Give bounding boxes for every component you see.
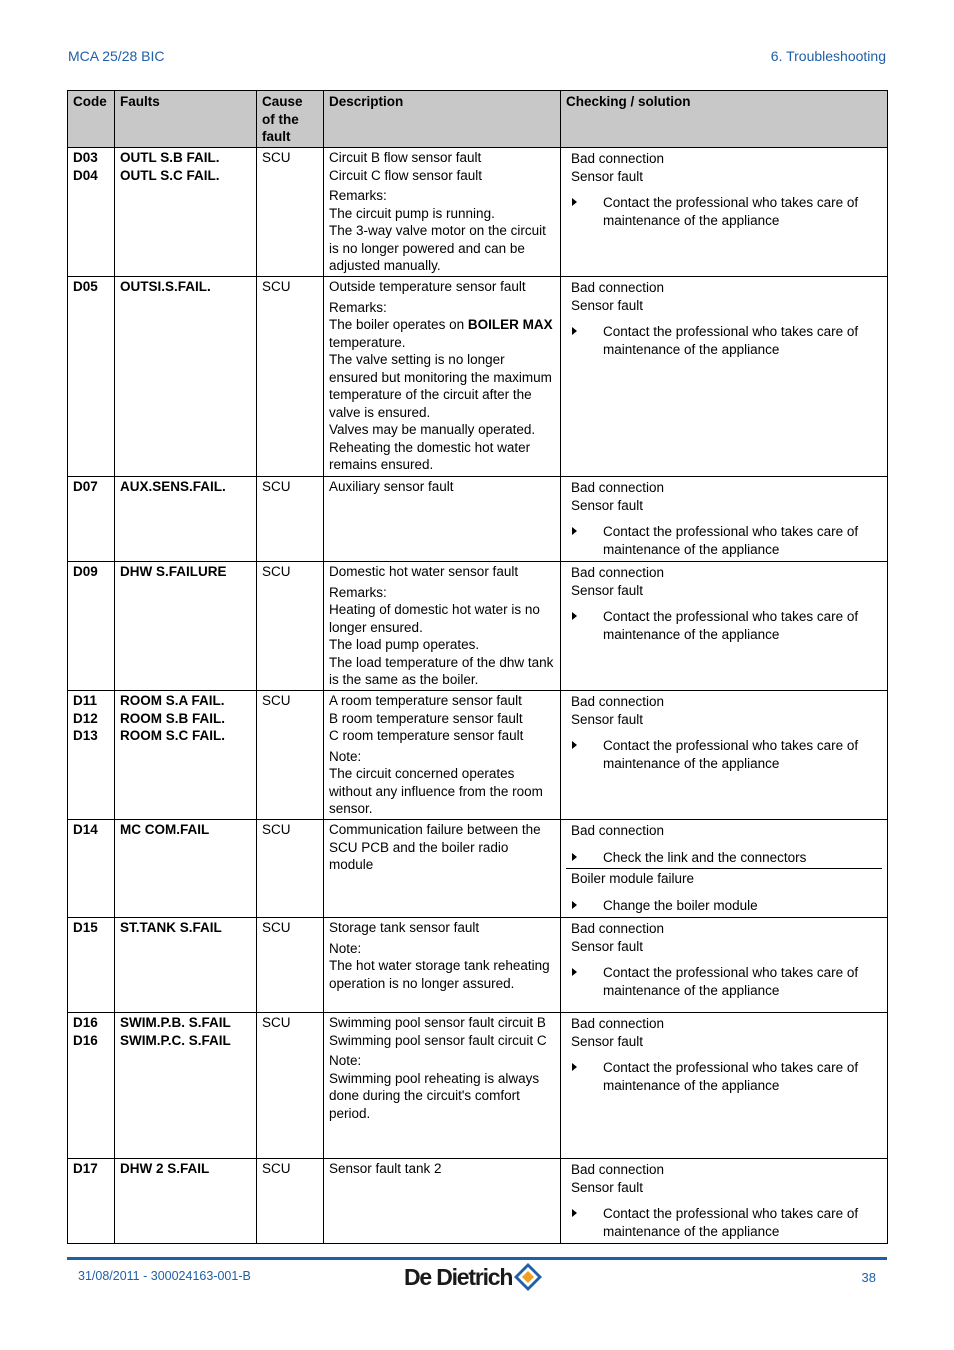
fault-code-cell xyxy=(68,691,115,820)
fault-name-cell xyxy=(115,918,257,1013)
fault-description-cell xyxy=(324,477,561,562)
check-block xyxy=(566,868,882,916)
checking-solution-cell xyxy=(561,277,888,477)
fault-name-cell xyxy=(115,562,257,691)
checking-solution-cell xyxy=(561,1013,888,1159)
checking-solution-cell xyxy=(561,691,888,820)
brand-logo xyxy=(404,1262,543,1292)
check-cause: Bad connection xyxy=(571,480,665,495)
fault-cause: SCU xyxy=(262,564,291,579)
check-cause: Bad connection xyxy=(571,565,665,580)
checking-solution-cell xyxy=(561,477,888,562)
fault-code-cell xyxy=(68,1159,115,1244)
fault-cause: SCU xyxy=(262,693,291,708)
description-line: A room temperature sensor fault xyxy=(329,693,522,708)
fault-name-cell xyxy=(115,691,257,820)
column-header-code: Code xyxy=(68,91,115,148)
fault-code: D17 xyxy=(73,1161,98,1176)
fault-name: AUX.SENS.FAIL. xyxy=(120,479,226,494)
description-line: The circuit concerned operates without any influence from the room sensor. xyxy=(329,766,543,816)
fault-cause-cell xyxy=(257,918,324,1013)
description-line: Note: xyxy=(329,748,362,764)
table-row xyxy=(68,562,888,691)
table-row xyxy=(68,277,888,477)
action-text: Contact the professional who takes care of maintenance of the appliance xyxy=(603,965,859,998)
fault-name-cell xyxy=(115,148,257,277)
description-line: Note: xyxy=(329,940,362,956)
action-item xyxy=(571,194,877,229)
check-cause: Sensor fault xyxy=(571,582,644,598)
fault-code: D04 xyxy=(73,167,98,183)
table-row xyxy=(68,820,888,918)
description-line: Domestic hot water sensor fault xyxy=(329,564,519,579)
check-cause: Bad connection xyxy=(571,694,665,709)
fault-cause-cell xyxy=(257,820,324,918)
fault-cause: SCU xyxy=(262,1015,291,1030)
description-line: Communication failure between the SCU PCB and the boiler radio module xyxy=(329,822,541,872)
bullet-arrow-icon xyxy=(572,612,577,620)
fault-description-cell xyxy=(324,918,561,1013)
fault-description-cell xyxy=(324,148,561,277)
fault-name-cell xyxy=(115,277,257,477)
action-item xyxy=(571,608,877,643)
table-row xyxy=(68,148,888,277)
bullet-arrow-icon xyxy=(572,853,577,861)
description-line: B room temperature sensor fault xyxy=(329,710,523,726)
action-text: Contact the professional who takes care of maintenance of the appliance xyxy=(603,324,859,357)
action-text: Change the boiler module xyxy=(603,897,758,913)
description-line: Circuit C flow sensor fault xyxy=(329,167,483,183)
fault-name: OUTL S.C FAIL. xyxy=(120,167,220,183)
table-row xyxy=(68,1013,888,1159)
checking-solution-cell xyxy=(561,1159,888,1244)
check-block xyxy=(566,149,882,231)
fault-cause-cell xyxy=(257,691,324,820)
description-line: Swimming pool reheating is always done during the circuit's comfort period. xyxy=(329,1070,540,1121)
check-cause: Sensor fault xyxy=(571,1033,644,1049)
fault-code: D16 xyxy=(73,1015,98,1030)
action-item xyxy=(571,964,877,999)
action-text: Contact the professional who takes care of maintenance of the appliance xyxy=(603,738,859,771)
description-line: Storage tank sensor fault xyxy=(329,920,480,935)
fault-cause-cell xyxy=(257,148,324,277)
description-line: Remarks: xyxy=(329,188,387,203)
fault-cause: SCU xyxy=(262,822,291,837)
fault-cause: SCU xyxy=(262,479,291,494)
description-line: Sensor fault tank 2 xyxy=(329,1161,442,1176)
description-line: Swimming pool sensor fault circuit B xyxy=(329,1015,546,1030)
description-line: C room temperature sensor fault xyxy=(329,728,524,743)
checking-solution-cell xyxy=(561,562,888,691)
description-line: The circuit pump is running. xyxy=(329,205,495,221)
action-item xyxy=(571,523,877,558)
checking-solution-cell xyxy=(561,148,888,277)
fault-code: D05 xyxy=(73,279,98,294)
action-item xyxy=(571,1059,877,1094)
action-item xyxy=(571,323,877,358)
fault-cause: SCU xyxy=(262,1161,291,1176)
description-line: The boiler operates on BOILER MAX temperature. xyxy=(329,317,553,350)
check-cause: Bad connection xyxy=(571,1162,665,1177)
description-line: Auxiliary sensor fault xyxy=(329,479,454,494)
action-text: Contact the professional who takes care of maintenance of the appliance xyxy=(603,524,859,557)
description-line: Note: xyxy=(329,1053,362,1068)
fault-description-cell xyxy=(324,1159,561,1244)
description-line: Outside temperature sensor fault xyxy=(329,279,526,294)
check-cause: Bad connection xyxy=(571,151,665,166)
fault-code-cell xyxy=(68,562,115,691)
check-cause: Sensor fault xyxy=(571,1179,644,1195)
fault-name: DHW 2 S.FAIL xyxy=(120,1161,210,1176)
fault-cause-cell xyxy=(257,477,324,562)
table-header-row xyxy=(68,91,888,148)
action-text: Contact the professional who takes care of maintenance of the appliance xyxy=(603,609,859,642)
bullet-arrow-icon xyxy=(572,527,577,535)
fault-name: OUTL S.B FAIL. xyxy=(120,150,220,165)
fault-code: D11 xyxy=(73,693,98,708)
bullet-arrow-icon xyxy=(572,968,577,976)
table-row xyxy=(68,918,888,1013)
bullet-arrow-icon xyxy=(572,198,577,206)
fault-code: D16 xyxy=(73,1032,98,1048)
description-line: Remarks: xyxy=(329,299,387,315)
description-line: The load pump operates. xyxy=(329,637,480,652)
bullet-arrow-icon xyxy=(572,741,577,749)
description-line: Reheating the domestic hot water remains ensured. xyxy=(329,439,531,472)
fault-name: ROOM S.C FAIL. xyxy=(120,728,226,743)
fault-cause-cell xyxy=(257,562,324,691)
column-header-cause: Cause of the fault xyxy=(257,91,324,148)
fault-name: ROOM S.A FAIL. xyxy=(120,693,225,708)
action-item xyxy=(571,737,877,772)
fault-cause-cell xyxy=(257,1159,324,1244)
column-header-faults: Faults xyxy=(115,91,257,148)
check-block xyxy=(566,821,882,868)
fault-cause: SCU xyxy=(262,920,291,935)
check-block xyxy=(566,478,882,560)
check-cause: Sensor fault xyxy=(571,938,644,954)
description-line: Valves may be manually operated. xyxy=(329,422,536,437)
fault-code: D07 xyxy=(73,479,98,494)
column-header-description: Description xyxy=(324,91,561,148)
action-item xyxy=(571,849,877,867)
page-number: 38 xyxy=(861,1270,876,1285)
fault-code-cell xyxy=(68,918,115,1013)
fault-name: ROOM S.B FAIL. xyxy=(120,710,226,726)
checking-solution-cell xyxy=(561,918,888,1013)
action-text: Check the link and the connectors xyxy=(603,849,807,865)
fault-description-cell xyxy=(324,820,561,918)
fault-cause: SCU xyxy=(262,150,291,165)
fault-name: MC COM.FAIL xyxy=(120,822,210,837)
bullet-arrow-icon xyxy=(572,327,577,335)
emphasis: BOILER MAX xyxy=(467,317,553,332)
check-cause: Sensor fault xyxy=(571,297,644,313)
action-item xyxy=(571,1205,877,1240)
fault-name-cell xyxy=(115,1159,257,1244)
check-cause: Sensor fault xyxy=(571,711,644,727)
document-code: MCA 25/28 BIC xyxy=(68,48,165,64)
description-line: Remarks: xyxy=(329,584,387,600)
fault-description-cell xyxy=(324,562,561,691)
table-row xyxy=(68,691,888,820)
check-block xyxy=(566,1160,882,1242)
table-row xyxy=(68,477,888,562)
fault-code-cell xyxy=(68,277,115,477)
check-cause: Sensor fault xyxy=(571,168,644,184)
fault-name: OUTSI.S.FAIL. xyxy=(120,279,211,294)
table-row xyxy=(68,1159,888,1244)
footer-rule xyxy=(67,1257,887,1260)
fault-description-cell xyxy=(324,691,561,820)
brand-diamond-icon xyxy=(513,1262,543,1292)
fault-code: D03 xyxy=(73,150,98,165)
description-line: Swimming pool sensor fault circuit C xyxy=(329,1032,547,1048)
description-line: Heating of domestic hot water is no longer ensured. xyxy=(329,602,540,635)
checking-solution-cell xyxy=(561,820,888,918)
check-cause: Sensor fault xyxy=(571,497,644,513)
brand-logo-text: De Dietrich xyxy=(404,1263,513,1290)
description-line: The hot water storage tank reheating operation is no longer assured. xyxy=(329,958,550,991)
fault-name-cell xyxy=(115,820,257,918)
fault-description-cell xyxy=(324,1013,561,1159)
bullet-arrow-icon xyxy=(572,1209,577,1217)
fault-table xyxy=(67,90,888,1244)
check-block xyxy=(566,692,882,774)
check-block xyxy=(566,919,882,1001)
fault-name: DHW S.FAILURE xyxy=(120,564,227,579)
fault-code-cell xyxy=(68,1013,115,1159)
bullet-arrow-icon xyxy=(572,1063,577,1071)
fault-code-cell xyxy=(68,820,115,918)
action-text: Contact the professional who takes care of maintenance of the appliance xyxy=(603,1206,859,1239)
description-line: The 3-way valve motor on the circuit is no longer powered and can be adjusted manually. xyxy=(329,223,546,273)
check-cause: Bad connection xyxy=(571,280,665,295)
action-item xyxy=(571,897,877,915)
table-body xyxy=(68,148,888,1244)
column-header-checking: Checking / solution xyxy=(561,91,888,148)
fault-description-cell xyxy=(324,277,561,477)
fault-code: D12 xyxy=(73,710,98,726)
footer-date-reference: 31/08/2011 - 300024163-001-B xyxy=(78,1269,251,1283)
fault-name: ST.TANK S.FAIL xyxy=(120,920,222,935)
check-cause: Bad connection xyxy=(571,921,665,936)
fault-code: D09 xyxy=(73,564,98,579)
fault-name: SWIM.P.C. S.FAIL xyxy=(120,1032,231,1048)
fault-code: D14 xyxy=(73,822,98,837)
check-cause: Bad connection xyxy=(571,823,665,838)
action-text: Contact the professional who takes care of maintenance of the appliance xyxy=(603,195,859,228)
fault-name-cell xyxy=(115,1013,257,1159)
fault-code-cell xyxy=(68,148,115,277)
section-title: 6. Troubleshooting xyxy=(770,48,886,64)
fault-code: D13 xyxy=(73,728,98,743)
check-block xyxy=(566,1014,882,1096)
action-text: Contact the professional who takes care of maintenance of the appliance xyxy=(603,1060,859,1093)
description-line: Circuit B flow sensor fault xyxy=(329,150,482,165)
fault-code-cell xyxy=(68,477,115,562)
check-block xyxy=(566,278,882,360)
fault-cause: SCU xyxy=(262,279,291,294)
check-cause: Boiler module failure xyxy=(571,871,695,886)
check-block xyxy=(566,563,882,645)
fault-name-cell xyxy=(115,477,257,562)
fault-code: D15 xyxy=(73,920,98,935)
description-line: The valve setting is no longer ensured but monitoring the maximum temperature of the circuit after the valve is ensured. xyxy=(329,352,552,420)
fault-cause-cell xyxy=(257,277,324,477)
check-cause: Bad connection xyxy=(571,1016,665,1031)
fault-cause-cell xyxy=(257,1013,324,1159)
description-line: The load temperature of the dhw tank is the same as the boiler. xyxy=(329,654,554,687)
fault-name: SWIM.P.B. S.FAIL xyxy=(120,1015,231,1030)
bullet-arrow-icon xyxy=(572,901,577,909)
